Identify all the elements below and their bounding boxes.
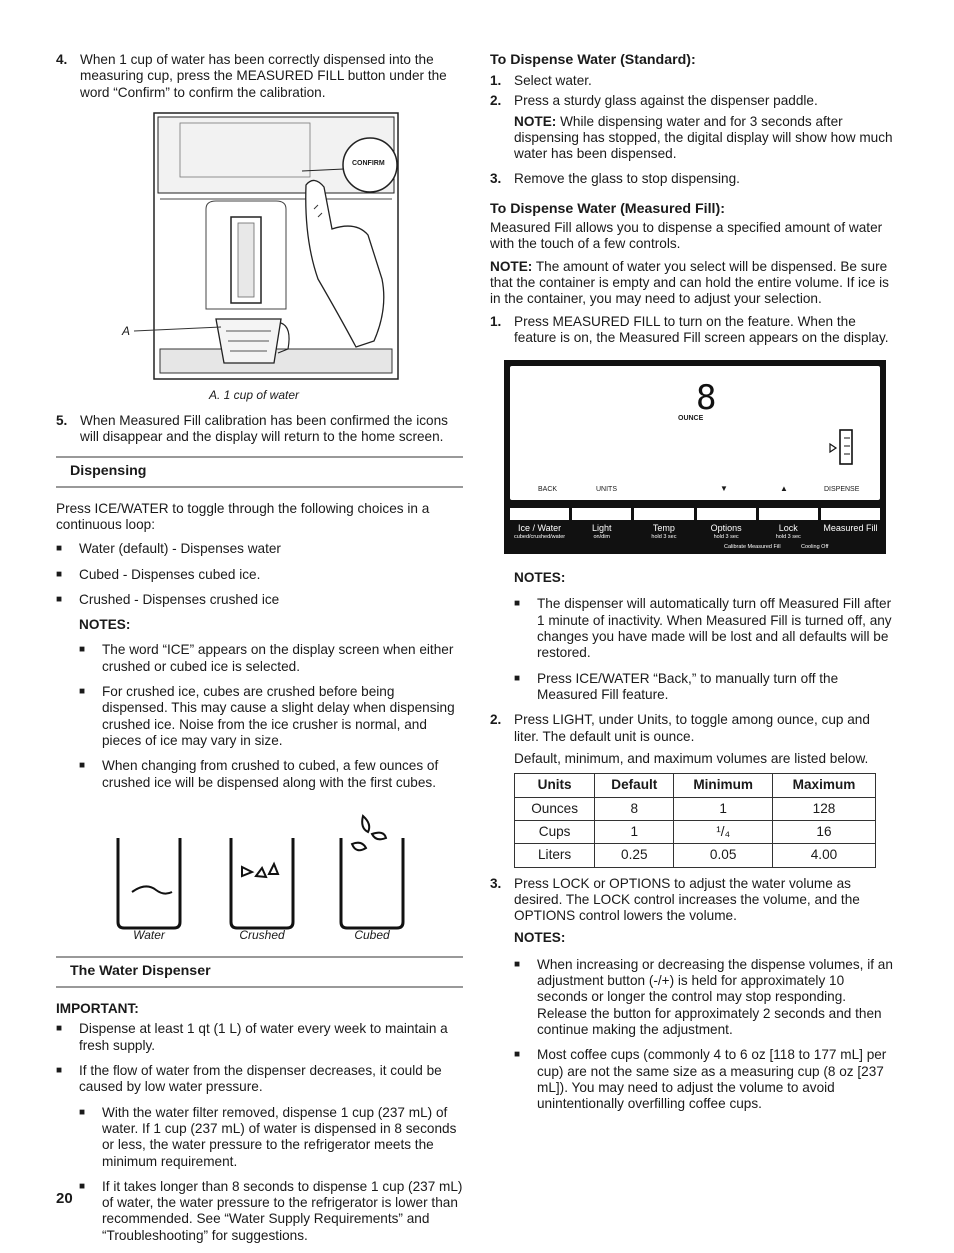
- cooling-off-label: Cooling Off: [801, 544, 829, 551]
- measured-fill-button[interactable]: [821, 508, 880, 520]
- options-button[interactable]: [697, 508, 756, 520]
- glasses-figure: [56, 800, 463, 946]
- water-dispenser-heading: The Water Dispenser: [56, 956, 463, 988]
- dispensing-intro: Press ICE/WATER to toggle through the following choices in a continuous loop:: [56, 500, 430, 532]
- glasses-illustration: [56, 800, 463, 946]
- page-number: 20: [56, 1190, 73, 1207]
- calibrate-label: Calibrate Measured Fill: [724, 544, 781, 551]
- dispenser-illustration: [56, 109, 463, 409]
- measured-heading: To Dispense Water (Measured Fill):: [490, 200, 725, 217]
- list-item: ■ If the flow of water from the dispenser decreases, it could be caused by low water pressure.: [56, 1062, 442, 1095]
- standard-note: NOTE: While dispensing water and for 3 seconds after dispensing has stopped, the digital display will show how much water has been dispensed.: [514, 113, 893, 162]
- lock-button[interactable]: [759, 508, 818, 520]
- table-row: Liters 0.25 0.05 4.00: [515, 844, 876, 867]
- volume-table: [514, 773, 876, 867]
- step2-sub: Default, minimum, and maximum volumes are listed below.: [514, 750, 869, 766]
- note-item: ■ Most coffee cups (commonly 4 to 6 oz [118 to 177 mL] per cup) are not the same size as a measuring cup (8 oz [237 mL]). You may need to adjust the volume to avoid unintentionally overfilling coffee cups.: [514, 1047, 887, 1112]
- measured-step-3: 3. Press LOCK or OPTIONS to adjust the water volume as desired. The LOCK control increases the volume, and the OPTIONS control lowers the volume.: [490, 875, 860, 924]
- notes-label: NOTES:: [514, 930, 566, 946]
- temp-button[interactable]: [634, 508, 693, 520]
- panel-label-down: ▼: [720, 484, 728, 494]
- important-label: IMPORTANT:: [56, 1001, 139, 1016]
- panel-label-up: ▲: [780, 484, 788, 494]
- note-item: ■ When changing from crushed to cubed, a few ounces of crushed ice will be dispensed along with the first cubes.: [79, 758, 439, 790]
- dispensing-heading: Dispensing: [56, 456, 463, 488]
- glass-label-cubed: Cubed: [354, 927, 390, 942]
- ice-water-button[interactable]: [510, 508, 569, 520]
- list-item: ■ Crushed - Dispenses crushed ice: [56, 591, 280, 607]
- note-item: ■ When increasing or decreasing the dispense volumes, if an adjustment button (-/+) is held for approximately 10 seconds or longer the control may stop responding. Release the button for approximately 2 seconds and then continue making the adjustment.: [514, 956, 893, 1037]
- dispenser-figure: [56, 109, 463, 409]
- measured-step-1: 1. Press MEASURED FILL to turn on the feature. When the feature is on, the Measured Fill screen appears on the display.: [490, 313, 889, 345]
- panel-button-labels: Ice / Water cubed/crushed/water Light on/dim Temp hold 3 sec Options hold 3 sec Lock hold 3 sec Measured Fill: [514, 523, 878, 540]
- panel-digit: 8: [696, 378, 717, 419]
- panel-label-dispense: DISPENSE: [824, 486, 860, 494]
- note-item: ■ The dispenser will automatically turn off Measured Fill after 1 minute of inactivity. When Measured Fill is turned off, any changes you have made will be lost and all defaults will be restored.: [514, 596, 892, 661]
- confirm-label: CONFIRM: [352, 159, 385, 167]
- sub-item: ■ If it takes longer than 8 seconds to dispense 1 cup (237 mL) of water, the water pressure to the refrigerator is lower than recommended. See “Water Supply Requirements” and “Troubleshooting” for suggestions.: [79, 1178, 463, 1243]
- table-row: Cups 1 ¹/₄ 16: [515, 820, 876, 843]
- note-item: ■ Press ICE/WATER “Back,” to manually turn off the Measured Fill feature.: [514, 670, 839, 702]
- standard-step-2: 2. Press a sturdy glass against the dispenser paddle.: [490, 93, 818, 109]
- note-item: ■ The word “ICE” appears on the display screen when either crushed or cubed ice is selected.: [79, 642, 454, 674]
- measured-step-2: 2. Press LIGHT, under Units, to toggle among ounce, cup and liter. The default unit is ounce.: [490, 712, 870, 744]
- cup-gauge-icon: [824, 426, 864, 470]
- list-item: ■ Cubed - Dispenses cubed ice.: [56, 566, 261, 582]
- control-panel: [504, 360, 886, 554]
- step-5: 5. When Measured Fill calibration has been confirmed the icons will disappear and the display will return to the home screen.: [56, 412, 448, 445]
- left-column: [56, 52, 463, 1253]
- measured-intro: Measured Fill allows you to dispense a specified amount of water with the touch of a few controls.: [490, 219, 883, 252]
- right-column: [490, 52, 898, 1122]
- notes-label: NOTES:: [514, 570, 566, 586]
- panel-unit: OUNCE: [678, 415, 704, 423]
- panel-label-units: UNITS: [596, 486, 617, 494]
- callout-a: A: [122, 323, 131, 338]
- table-row: Ounces 8 1 128: [515, 797, 876, 820]
- light-button[interactable]: [572, 508, 631, 520]
- step-4: 4. When 1 cup of water has been correctly dispensed into the measuring cup, press the MEASURED FILL button under the word “Confirm” to confirm the calibration.: [56, 52, 447, 100]
- standard-step-1: 1. Select water.: [490, 73, 592, 89]
- table-header-row: Units Default Minimum Maximum: [515, 774, 876, 797]
- note-item: ■ For crushed ice, cubes are crushed before being dispensed. This may cause a slight delay when dispensing crushed ice. Noise from the ice crusher is normal, and pieces of ice may vary in size.: [79, 684, 455, 749]
- list-item: ■ Dispense at least 1 qt (1 L) of water every week to maintain a fresh supply.: [56, 1021, 448, 1053]
- standard-heading: To Dispense Water (Standard):: [490, 52, 696, 68]
- notes-label: NOTES:: [79, 617, 131, 633]
- panel-label-back: BACK: [538, 486, 558, 494]
- sub-item: ■ With the water filter removed, dispense 1 cup (237 mL) of water. If 1 cup (237 mL) of water is dispensed in 8 seconds or less, the water pressure to the refrigerator meets the minimum requirement.: [79, 1104, 457, 1169]
- glass-label-water: Water: [133, 927, 165, 942]
- measured-note: NOTE: The amount of water you select will be dispensed. Be sure that the container is empty and can hold the entire volume. If ice is in the container, you may need to adjust your selection.: [490, 258, 889, 307]
- panel-button-row: [510, 508, 880, 520]
- glass-label-crushed: Crushed: [239, 927, 285, 942]
- standard-step-3: 3. Remove the glass to stop dispensing.: [490, 170, 740, 186]
- list-item: ■ Water (default) - Dispenses water: [56, 541, 281, 557]
- figure-caption: A. 1 cup of water: [208, 387, 300, 402]
